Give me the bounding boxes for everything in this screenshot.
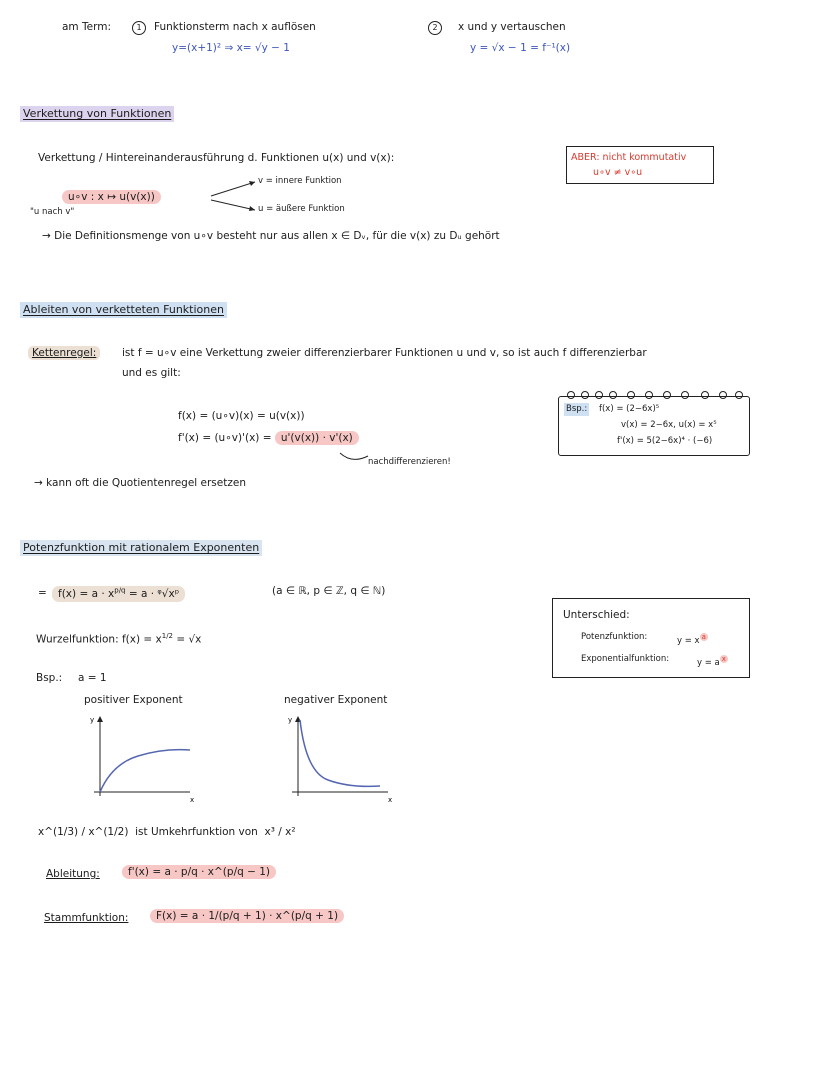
heading-ableiten: Ableiten von verketteten Funktionen bbox=[20, 302, 227, 318]
unterschied-exp-formula: y = a bbox=[697, 657, 720, 668]
potenz-def bbox=[52, 586, 185, 602]
graph1-y-label: y bbox=[90, 716, 95, 724]
umkehr-right: x³ / x² bbox=[264, 826, 296, 838]
eq-prefix: = bbox=[38, 587, 47, 599]
stamm-formula-wrap bbox=[150, 910, 344, 923]
unterschied-box bbox=[552, 598, 750, 678]
quotient-note: → kann oft die Quotientenregel ersetzen bbox=[34, 477, 246, 489]
aber-formula: u∘v ≠ v∘u bbox=[593, 167, 643, 178]
step2-text: x und y vertauschen bbox=[458, 21, 566, 33]
graph1-curve bbox=[100, 750, 190, 792]
potenz-def-wrap bbox=[52, 584, 185, 601]
potenz-domain: (a ∈ ℝ, p ∈ ℤ, q ∈ ℕ) bbox=[272, 585, 386, 597]
aber-box bbox=[566, 146, 714, 184]
graph2-title: negativer Exponent bbox=[284, 694, 388, 706]
formula-1: f(x) = (u∘v)(x) = u(v(x)) bbox=[178, 410, 305, 422]
nachdiff-note: nachdifferenzieren! bbox=[368, 457, 451, 467]
graph-positive bbox=[90, 712, 200, 802]
wurzel-formula: f(x) = x bbox=[121, 633, 162, 646]
verkettung-notation: u∘v : x ↦ u(v(x)) bbox=[62, 190, 161, 204]
unterschied-exp-formula-wrap bbox=[697, 653, 728, 670]
domain-note: → Die Definitionsmenge von u∘v besteht nur aus allen x ∈ Dᵥ, für die v(x) zu Dᵤ gehört bbox=[42, 230, 500, 242]
stamm-label: Stammfunktion: bbox=[44, 912, 129, 924]
inner-function: v = innere Funktion bbox=[258, 176, 342, 186]
graph2-curve bbox=[300, 720, 380, 786]
kettenregel-label-wrap bbox=[28, 347, 100, 360]
umkehr-mid: ist Umkehrfunktion von bbox=[135, 826, 258, 838]
ableitung-formula-wrap bbox=[122, 866, 276, 879]
step2-number: 2 bbox=[428, 21, 442, 35]
spiral-binding-icon bbox=[559, 390, 749, 400]
wurzel-root: = √x bbox=[176, 633, 202, 646]
bsp-a: a = 1 bbox=[78, 672, 107, 684]
stamm-formula: F(x) = a · 1/(p/q + 1) · x^(p/q + 1) bbox=[150, 909, 344, 923]
step1-formula: y=(x+1)² ⇒ x= √y − 1 bbox=[172, 42, 290, 54]
umkehr-left: x^(1/3) / x^(1/2) bbox=[38, 826, 129, 838]
heading-verkettung: Verkettung von Funktionen bbox=[20, 106, 174, 122]
branch-arrows bbox=[205, 178, 265, 218]
ableitung-formula: f'(x) = a · p/q · x^(p/q − 1) bbox=[122, 865, 276, 879]
unterschied-potenz-label: Potenzfunktion: bbox=[581, 632, 648, 642]
verkettung-definition: Verkettung / Hintereinanderausführung d. Funktionen u(x) und v(x): bbox=[38, 152, 395, 164]
read-as: "u nach v" bbox=[30, 207, 75, 217]
graph2-y-label: y bbox=[288, 716, 293, 724]
bsp-box bbox=[558, 396, 750, 456]
graph1-x-label: x bbox=[190, 796, 195, 804]
outer-function: u = äußere Funktion bbox=[258, 204, 345, 214]
step2-formula: y = √x − 1 = f⁻¹(x) bbox=[470, 42, 571, 54]
top-label: am Term: bbox=[62, 21, 111, 33]
graph2-x-label: x bbox=[388, 796, 393, 804]
graph1-title: positiver Exponent bbox=[84, 694, 183, 706]
formula-2 bbox=[178, 432, 359, 445]
kettenregel-text2: und es gilt: bbox=[122, 367, 181, 379]
potenz-f: f(x) = a · x bbox=[58, 587, 115, 600]
potenz-exp: p/q bbox=[114, 586, 126, 594]
unterschied-exp-label: Exponentialfunktion: bbox=[581, 654, 670, 664]
unterschied-potenz-formula-wrap bbox=[677, 631, 708, 648]
wurzel-label: Wurzelfunktion: bbox=[36, 633, 119, 646]
kettenregel-label: Kettenregel: bbox=[28, 346, 100, 360]
potenz-root: = a · ᵠ√xᵖ bbox=[128, 587, 180, 600]
wurzel-line bbox=[36, 630, 201, 647]
unterschied-exp-exp: x bbox=[721, 655, 726, 663]
bsp-line1: f(x) = (2−6x)⁵ bbox=[599, 404, 660, 414]
bsp-line3: f'(x) = 5(2−6x)⁴ · (−6) bbox=[617, 436, 713, 446]
formula-2-left: f'(x) = (u∘v)'(x) = bbox=[178, 432, 272, 444]
unterschied-potenz-exp: a bbox=[701, 633, 706, 641]
heading-potenz: Potenzfunktion mit rationalem Exponenten bbox=[20, 540, 262, 556]
notation-wrap bbox=[62, 191, 161, 204]
unterschied-potenz-formula: y = x bbox=[677, 635, 700, 646]
bsp-line2: v(x) = 2−6x, u(x) = x⁵ bbox=[621, 420, 717, 430]
graph-negative bbox=[288, 712, 398, 802]
ableitung-label: Ableitung: bbox=[46, 868, 100, 880]
bsp-label: Bsp.: bbox=[566, 404, 588, 414]
umkehr-line bbox=[38, 826, 296, 839]
aber-title: ABER: nicht kommutativ bbox=[571, 152, 687, 163]
wurzel-exp: 1/2 bbox=[161, 632, 174, 640]
step1-text: Funktionsterm nach x auflösen bbox=[154, 21, 316, 33]
formula-2-highlight: u'(v(x)) · v'(x) bbox=[275, 431, 359, 445]
kettenregel-text: ist f = u∘v eine Verkettung zweier differenzierbarer Funktionen u und v, so ist auch f differenzierbar bbox=[122, 347, 647, 359]
graph1-y-arrow bbox=[97, 716, 103, 722]
unterschied-title: Unterschied: bbox=[563, 609, 630, 621]
step1-number: 1 bbox=[132, 21, 146, 35]
bsp-potenz: Bsp.: bbox=[36, 672, 63, 684]
